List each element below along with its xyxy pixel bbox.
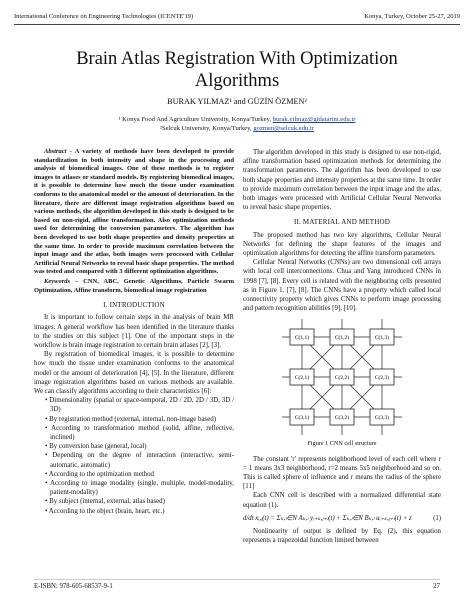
- equation-body: d/dt xᵢ,ⱼ(t) = Σₖ,ₗ∈N Aₖ,ₗ yᵢ₊ₖ,ⱼ₊ₗ(t) + Σₖ,ₗ∈N Bₖ,ₗ uᵢ₊ₖ,ⱼ₊ₗ(t) + z: [243, 514, 412, 522]
- cnn-cell-label: C(3,3): [374, 415, 390, 422]
- keywords: [34, 278, 234, 295]
- affiliations: [0, 115, 474, 133]
- cnn-cell-label: C(2,2): [334, 375, 350, 382]
- keywords-label: Keywords: [44, 277, 70, 285]
- conference-name: International Conference on Engineering Technologies (ICENTE'19): [14, 12, 194, 20]
- intro-paragraph-1: It is important to follow certain steps in the analysis of brain MR images. A general workflow has been identified in the literature thanks to the studies on this subject [1]. One of the important steps in the workflow is brain image registration to certain brain atlases [2], [3].: [34, 314, 234, 349]
- affiliation-1-text: ¹ Konya Food And Agriculture University, Konya/Turkey,: [118, 116, 273, 123]
- intro-paragraph-3: The algorithm developed in this study is designed to use non-rigid, affine transformation based optimization methods for determining the transformation parameters. The algorithm has been developed to use both shape properties and intensity properties at the same time. In order to provide maximum correlation between the input image and the atlas, both images were processed with Artificial Cellular Neural Networks to reveal basic shape properties.: [243, 149, 441, 212]
- page-footer: [34, 583, 440, 590]
- method-paragraph-3: The constant 'r' represents neighborhood level of each cell where r = 1 means 3x3 neighborhood, r=2 means 5x5 neighborhood and so on. This is called sphere of influence and r means the radius of the sphere [11]: [243, 455, 441, 491]
- title-line-1: Brain Atlas Registration With Optimization: [76, 49, 398, 69]
- section-heading-introduction: I. INTRODUCTION: [103, 301, 165, 310]
- cnn-figure: [282, 319, 402, 435]
- method-paragraph-5: Nonlinearity of output is defined by Eq. (2), this equation represents a trapezoidal function limited between: [243, 528, 441, 545]
- cnn-cell-label: C(3,1): [294, 415, 310, 422]
- cnn-cell-label: C(1,3): [374, 335, 390, 342]
- figure-caption: Figure 1 CNN cell structure: [307, 440, 377, 448]
- section-heading-method: II. MATERIAL AND METHOD: [293, 218, 391, 227]
- email-link-1[interactable]: burak.yilmaz@gidatarim.edu.tr: [272, 116, 356, 123]
- list-item: • By conversion base (general, local): [45, 443, 147, 451]
- affiliation-2: [0, 124, 474, 133]
- list-item: • According to transformation method (solid, affine, reflective, inclined): [45, 424, 234, 441]
- abstract-text: - A variety of methods have been developed to provide standardization in both intensity and shape in the processing and analysis of biomedical images. One of these methods is to register images to atlases or standard models. By registering biomedical images, it is possible to determine how much the tissue under examination conforms to the anatomical model or the amount of deterioration. In the literature, there are different image registration algorithms based on various methods, the algorithm developed in this study is designed to be based on non-rigid, affine transformation. Also optimization methods used for determining the conversion parameters. The algorithm has been developed to use both shape properties and density properties at the same time. In order to provide maximum correlation between the input image and the atlas, both images were processed with Cellular Artificial Neural Networks to reveal basic shape properties. The method was tested and compared with 3 different optimization algorithms.: [34, 148, 234, 276]
- affiliation-2-text: ²Selcuk University, Konya/Turkey,: [159, 125, 254, 132]
- paper-title: [0, 48, 474, 92]
- right-column: [243, 148, 441, 545]
- abstract-label: Abstract: [44, 148, 67, 155]
- affiliation-1: [0, 115, 474, 124]
- authors: BURAK YILMAZ¹ and GÜZİN ÖZMEN²: [167, 97, 307, 106]
- abstract: [34, 148, 234, 277]
- isbn: E-ISBN: 978-605-68537-9-1: [34, 583, 113, 590]
- list-item: • Dimensionality (spatial or space-temporal, 2D / 2D, 2D / 3D, 3D / 3D): [45, 397, 234, 414]
- method-paragraph-2: Cellular Neural Networks (CNNs) are two dimensional cell arrays with local cell interconnections. Chua and Yang introduced CNNs in 1998 [7], [8]. Every cell is related with the neighboring cells presented as in Figure 1. [7], [8]. The CNNs have a property which called local connectivity property which gives CNNs to perform image processing and pattern recognition abilities [9], [10].: [243, 259, 441, 313]
- cnn-grid-diagram: [282, 319, 402, 435]
- list-item: • According to the object (brain, heart, etc.): [45, 507, 165, 515]
- cnn-cell-label: C(2,3): [374, 375, 390, 382]
- cnn-cell-label: C(1,2): [334, 335, 350, 342]
- list-item: • Depending on the degree of interaction (interactive, semi-automatic, automatic): [45, 452, 234, 469]
- equation-1: [243, 514, 441, 523]
- email-link-2[interactable]: gozmen@selcuk.edu.tr: [253, 125, 314, 132]
- cnn-cell-label: C(3,2): [334, 415, 350, 422]
- list-item: • According to image modality (single, multiple, model-modality, patient-modality): [45, 479, 234, 497]
- method-paragraph-1: The proposed method has two key algorithms, Cellular Neural Networks for defining the shape features of the images and optimization algorithms for detecting the affine transform parameters.: [243, 231, 441, 258]
- list-item: • By subject (internal, external, atlas based): [45, 498, 165, 506]
- keywords-text: – CNN, ABC, Genetic Algorithms, Particle Swarm Optimization, Affine transform, biomedical image registration: [34, 277, 234, 294]
- equation-number: (1): [433, 514, 441, 522]
- title-line-2: Algorithms: [194, 71, 280, 91]
- list-item: • By registration method (external, internal, non-image based): [45, 415, 216, 423]
- page-number: 27: [433, 583, 440, 590]
- cnn-cell-label: C(1,1): [294, 335, 310, 342]
- running-header: [14, 10, 460, 22]
- classification-list: [34, 396, 234, 516]
- location-date: Konya, Turkey, October 25-27, 2019: [364, 12, 460, 20]
- method-paragraph-4: Each CNN cell is described with a normalized differential state equation (1).: [243, 492, 441, 509]
- footer-rule: [34, 579, 440, 580]
- intro-paragraph-2: By registration of biomedical images, it is possible to determine how much the tissue under examination conforms to the anatomical model or the amount of deterioration [4], [5]. In the literature, different image registration algorithms based on various methods are available. We can classify algorithms according to their characteristics [6]:: [34, 351, 234, 395]
- list-item: • According to the optimization method: [45, 470, 155, 478]
- header-rule: [14, 24, 460, 25]
- cnn-cell-label: C(2,1): [294, 375, 310, 382]
- left-column: [34, 148, 234, 516]
